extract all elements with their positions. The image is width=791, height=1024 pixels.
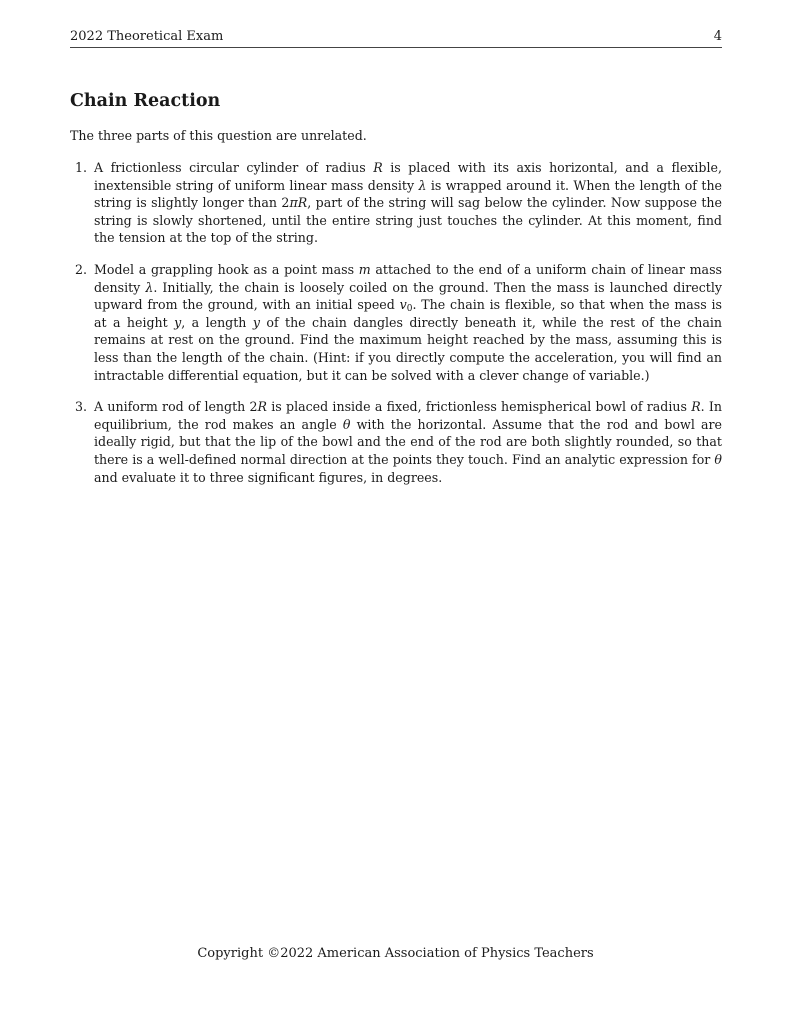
intro-text: The three parts of this question are unrelated.: [70, 128, 367, 143]
problem-text: A uniform rod of length 2R is placed inside a fixed, frictionless hemispherical bowl of radius R. In equilibrium, the rod makes an angle θ with the horizontal. Assume that the rod and bowl are ideally rigid, but that the lip of the bowl and the end of the rod are both slightly rounded, so that there is a well-defined normal direction at the points they touch. Find an analytic expression for θ and evaluate it to three significant figures, in degrees.: [94, 399, 723, 485]
section-title: Chain Reaction: [70, 91, 221, 111]
problem-1: [70, 159, 722, 247]
problem-number: 1.: [75, 160, 88, 175]
problem-text: Model a grappling hook as a point mass m attached to the end of a uniform chain of linear mass density λ. Initially, the chain is loosely coiled on the ground. Then the mass is launched directly upward from the ground, with an initial speed $v_0$. The chain is flexible, so that when the mass is at a height y, a length y of the chain dangles directly beneath it, while the rest of the chain remains at rest on the ground. Find the maximum height reached by the mass, assuming this is less than the length of the chain. (Hint: if you directly compute the acceleration, you will find an intractable differential equation, but it can be solved with a clever change of variable.): [94, 261, 723, 383]
page-header: [70, 29, 722, 48]
problem-list: [70, 159, 722, 500]
copyright-footer: Copyright ©2022 American Association of Physics Teachers: [197, 946, 594, 961]
problem-number: 3.: [75, 399, 88, 415]
problem-text: A frictionless circular cylinder of radius R is placed with its axis horizontal, and a flexible, inextensible string of uniform linear mass density λ is wrapped around it. When the length of the string is slightly longer than 2πR, part of the string will sag below the cylinder. Now suppose the string is slowly shortened, until the entire string just touches the cylinder. At this moment, find the tension at the top of the string.: [94, 160, 723, 246]
page-number: 4: [713, 29, 722, 44]
exam-title: 2022 Theoretical Exam: [70, 29, 224, 44]
problem-number: 2.: [75, 261, 88, 277]
problem-3: [70, 398, 722, 486]
problem-2: [70, 261, 722, 384]
